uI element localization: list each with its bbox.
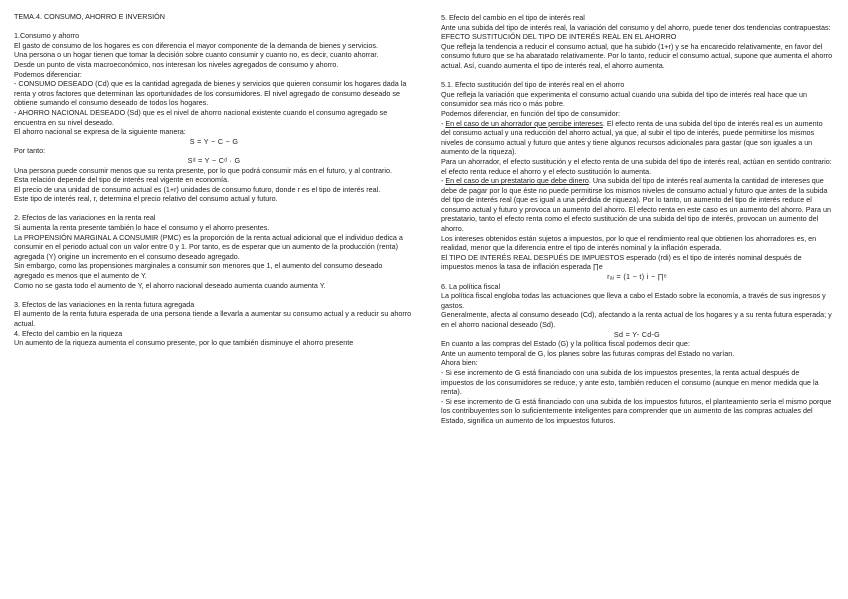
paragraph: Por tanto: [14,146,46,156]
paragraph: El TIPO DE INTERÉS REAL DESPUÉS DE IMPUESTOS esperado (rdi) es el tipo de interés nominal después de impuestos menos la tasa de inflación esperada ∏e [441,252,802,272]
formula: S = Y − C − G [189,136,239,146]
paragraph: - CONSUMO DESEADO (Cd) que es la cantidad agregada de bienes y servicios que quieren consumir los hogares dada la renta y otros factores que determinan las oportunidades de los consumidores. El nivel agregado de consumo deseado se obtiene sumando el consumo deseado de todos los hogares. [14,79,407,108]
paragraph: Ante un aumento temporal de G, los planes sobre las futuras compras del Estado no varían. [441,348,735,358]
section-heading: 4. Efecto del cambio en la riqueza [14,328,123,338]
paragraph: El gasto de consumo de los hogares es con diferencia el mayor componente de la demanda de bienes y servicios. [14,40,378,50]
paragraph: Ante una subida del tipo de interés real, la variación del consumo y del ahorro, puede tener dos tendencias contrapuestas: [441,22,831,32]
paragraph: Sin embargo, como las propensiones marginales a consumir son menores que 1, el aumento del consumo deseado agregado es menos que el aumento de Y. [14,261,383,281]
paragraph [441,176,833,234]
subsection-heading: EFECTO SUSTITUCIÓN DEL TIPO DE INTERÉS REAL EN EL AHORRO [441,32,677,42]
paragraph: Que refleja la variación que experimenta el consumo actual cuando una subida del tipo de interés real hace que un consumidor sea más rico o más pobre. [441,89,808,109]
paragraph: Una persona puede consumir menos que su renta presente, por lo que podrá consumir más en el futuro, y al contrario. [14,165,392,175]
paragraph: El precio de una unidad de consumo actual es (1+r) unidades de consumo futuro, donde r es el tipo de interés real. [14,184,381,194]
section-heading: 6. La política fiscal [441,281,501,291]
paragraph: Esta relación depende del tipo de interés real vigente en economía. [14,175,229,185]
paragraph: Una persona o un hogar tienen que tomar la decisión sobre cuanto consumir y cuanto no, es decir, cuanto ahorrar. [14,50,379,60]
paragraph [441,119,833,157]
section-heading: 5. Efecto del cambio en el tipo de interés real [441,13,585,22]
paragraph: Este tipo de interés real, r, determina el precio relativo del consumo actual y futuro. [14,194,278,204]
section-heading: 1.Consumo y ahorro [14,31,80,41]
paragraph-rest: . El efecto renta de una subida del tipo de interés real es un aumento del consumo actual y una reducción del ahorro actual, ya que, al subir el tipo de interés, puede permitirse los mismos niveles de consumo actual y futuro que antes y tiene algunos recursos adicionales para gastar (que son iguales a un aumento de la riqueza). [441,118,823,157]
paragraph: Ahora bien: [441,358,478,368]
paragraph: Podemos diferenciar, en función del tipo de consumidor: [441,108,620,118]
paragraph-rest: . Una subida del tipo de interés real aumenta la cantidad de intereses que debe de pagar por lo que éste no puede permitirse los mismos niveles de consumo actual y futuro que antes de la subida del tipo de interés real (que es igual a una pérdida de riqueza). Por lo tanto, un aumento del tipo de interés reduce el consumo actual y futuro y provoca un aumento del ahorro. El efecto renta en este caso es un aumento del ahorro. Para un prestatario, tanto el efecto renta como el efecto sustitución de una subida del tipo de interés, provocan un aumento del ahorro. [441,176,831,234]
bullet-lead: - [441,176,446,186]
paragraph: Para un ahorrador, el efecto sustitución y el efecto renta de una subida del tipo de interés real, actúan en sentido contrario: el efecto renta reduce el ahorro y el efecto sustitución lo aumenta. [441,156,832,176]
paragraph: Los intereses obtenidos están sujetos a impuestos, por lo que el rendimiento real que obtienen los ahorradores es, en realidad, menor que la diferencia entre el tipo de interés nominal y la inflación esperada. [441,233,817,253]
section-heading: 2. Efectos de las variaciones en la renta real [14,213,156,223]
paragraph: En cuanto a las compras del Estado (G) y la política fiscal podemos decir que: [441,339,690,349]
paragraph: El aumento de la renta futura esperada de una persona tiende a llevarla a aumentar su consumo actual y a reducir su ahorro actual. [14,309,412,328]
underlined-phrase: En el caso de un prestatario que debe dinero [445,176,589,186]
section-heading: 5.1. Efecto sustitución del tipo de interés real en el ahorro [441,80,625,90]
paragraph: Como no se gasta todo el aumento de Y, el ahorro nacional deseado aumenta cuando aumenta Y. [14,280,326,290]
formula: Sd = Y- Cd-G [613,329,661,339]
underlined-phrase: En el caso de un ahorrador que percibe intereses [445,118,603,128]
paragraph: El ahorro nacional se expresa de la siguiente manera: [14,127,186,137]
paragraph: La política fiscal engloba todas las actuaciones que lleva a cabo el Estado sobre la economía, a través de sus ingresos y gastos. [441,291,826,310]
paragraph: Que refleja la tendencia a reducir el consumo actual, que ha subido (1+r) y se ha encarecido relativamente, en favor del consumo futuro que se ha abaratado relativamente. Por lo tanto, reducir el consumo actual, supone que aumenta el ahorro actual. Así, cuando aumenta el tipo de interés real, el ahorro aumenta. [441,41,833,70]
paragraph: La PROPENSIÓN MARGINAL A CONSUMIR (PMC) es la proporción de la renta actual adicional que el individuo dedica a consumir en el periodo actual con un valor entre 0 y 1. Por tanto, es de esperar que un aumento de la producción (renta) agregada (Y) origine un incremento en el consumo deseado agregado. [14,232,403,261]
paragraph: - AHORRO NACIONAL DESEADO (Sd) que es el nivel de ahorro nacional existente cuando el consumo agregado se encuentra en su nivel deseado. [14,107,388,127]
paragraph: - Si ese incremento de G está financiado con una subida de los impuestos presentes, la renta actual después de impuestos de los consumidores se reduce, y ante esto, también reducen el consumo (aunque en menor medida que la renta). [441,367,819,397]
paragraph: Un aumento de la riqueza aumenta el consumo presente, por lo que también disminuye el ahorro presente [14,338,354,348]
paragraph: Si aumenta la renta presente también lo hace el consumo y el ahorro presentes. [14,223,270,233]
bullet-lead: - [441,118,446,128]
paragraph: Generalmente, afecta al consumo deseado (Cd), afectando a la renta actual de los hogares y a su renta futura esperada; y en el ahorro nacional deseado (Sd). [441,310,832,329]
paragraph: Podemos diferenciar: [14,69,82,79]
formula: rₐᵢ = (1 − t) i − ∏ᵉ [607,272,667,282]
document-title: TEMA.4. CONSUMO, AHORRO E INVERSIÓN [14,12,165,21]
left-column [14,12,414,348]
formula: Sᵈ = Y − Cᵈ · G [187,155,241,165]
paragraph: Desde un punto de vista macroeconómico, nos interesan los niveles agregados de consumo y ahorro. [14,59,339,69]
right-column [441,13,833,426]
paragraph: - Si ese incremento de G está financiado con una subida de los impuestos futuros, el planteamiento sería el mismo porque los contribuyentes son lo suficientemente inteligentes para comprender que un aumento de las compras actuales del Estado, significa un aumento de los impuestos futuros. [441,396,832,425]
section-heading: 3. Efectos de las variaciones en la renta futura agregada [14,299,195,309]
